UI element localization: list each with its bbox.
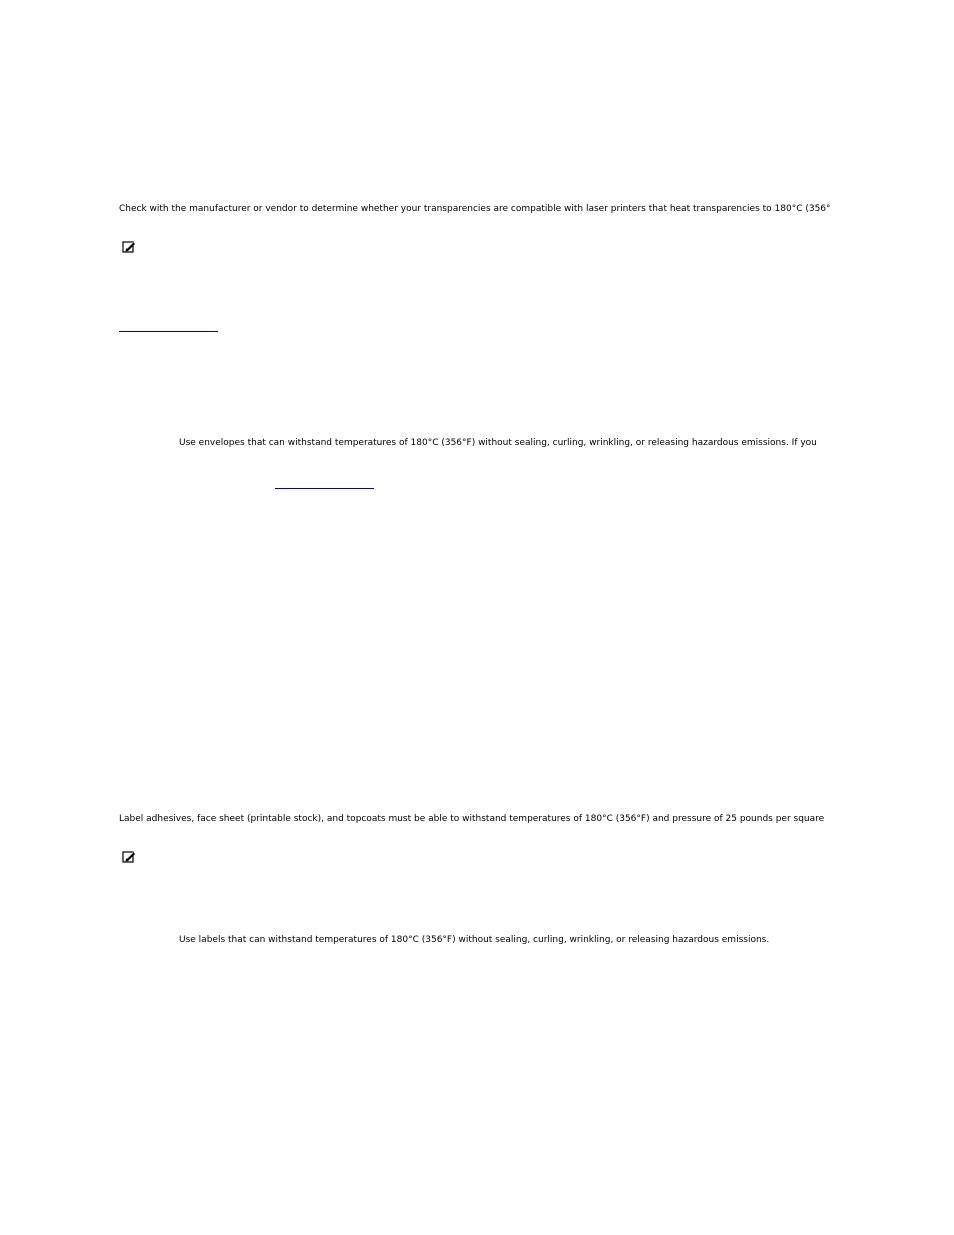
note-pencil-icon bbox=[122, 850, 136, 863]
label-paragraph: Label adhesives, face sheet (printable stock), and topcoats must be able to withstand temperatures of 180°C (356°F) and pressure of 25 pounds per square bbox=[119, 814, 825, 824]
label-bullet-text: Use labels that can withstand temperatures of 180°C (356°F) without sealing, curling, wrinkling, or releasing hazardous emissions. bbox=[179, 935, 770, 945]
transparency-paragraph: Check with the manufacturer or vendor to determine whether your transparencies are compatible with laser printers that heat transparencies to 180°C (356° bbox=[119, 204, 831, 214]
note-pencil-icon bbox=[122, 240, 136, 253]
hidden-link-1[interactable] bbox=[119, 331, 218, 332]
hidden-link-2[interactable] bbox=[275, 488, 374, 489]
envelope-bullet-text: Use envelopes that can withstand temperatures of 180°C (356°F) without sealing, curling, wrinkling, or releasing hazardous emissions. If you bbox=[179, 438, 817, 448]
